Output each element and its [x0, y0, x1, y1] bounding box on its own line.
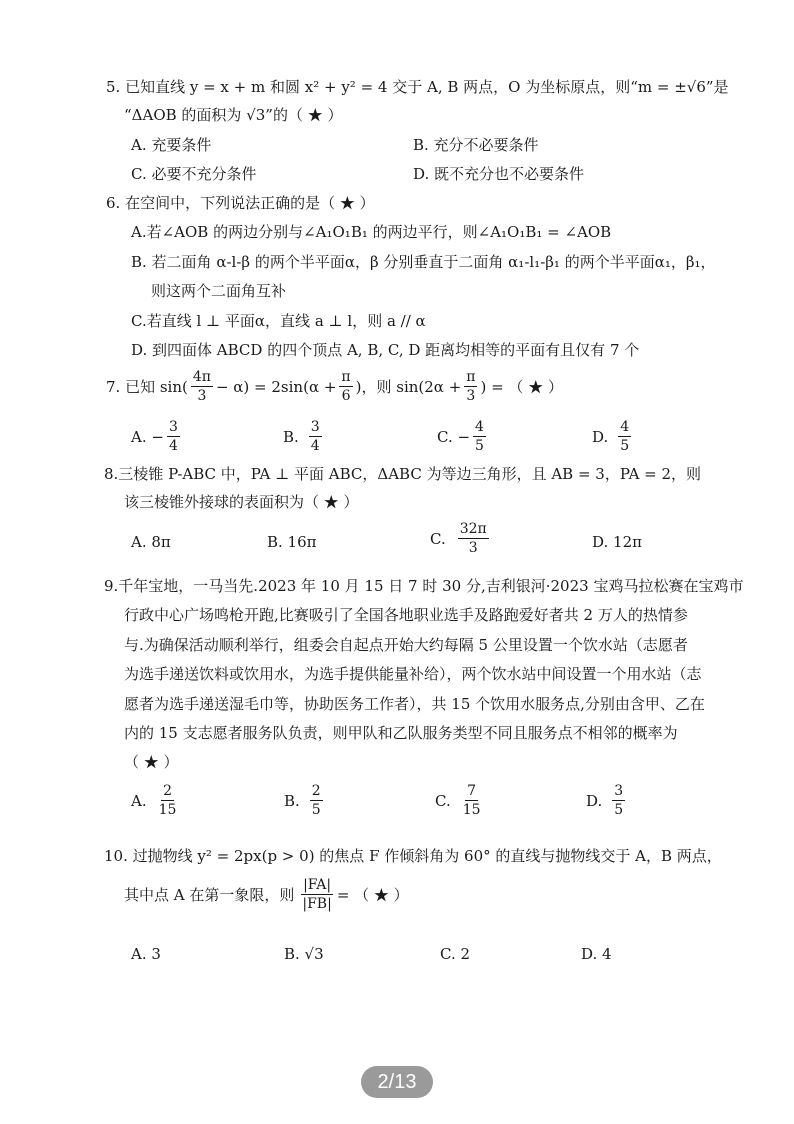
q5-stem-line1: 5. 已知直线 y = x + m 和圆 x² + y² = 4 交于 A, B 两点，O 为坐标原点，则“m = ±√6”是 [106, 78, 729, 96]
q7-option-d-numerator: 4 [620, 419, 630, 435]
q10-fraction-numerator: |FA| [303, 877, 332, 893]
q7-fraction-1 [191, 368, 213, 405]
q10-fraction [300, 876, 333, 913]
q6-option-c: C.若直线 l ⊥ 平面α，直线 a ⊥ l，则 a // α [131, 312, 426, 330]
q7-option-b-numerator: 3 [310, 419, 320, 435]
q10-stem-line2-part2: = （ ★ ） [336, 885, 409, 904]
q9-option-b [284, 782, 326, 819]
q7-option-a-denominator: 4 [168, 438, 178, 454]
q9-option-d-fraction [612, 782, 625, 819]
q7-option-a-fraction [167, 418, 180, 455]
q7-option-c-fraction [473, 418, 486, 455]
q9-option-d-label: D. [586, 791, 603, 810]
q7-fraction-1-denominator: 3 [197, 388, 207, 404]
q9-option-b-denominator: 5 [311, 802, 321, 818]
q10-stem-line1: 10. 过抛物线 y² = 2px(p > 0) 的焦点 F 作倾斜角为 60° 的直线与抛物线交于 A，B 两点， [104, 847, 722, 865]
q7-fraction-3-numerator: π [466, 369, 476, 385]
q8-option-c-numerator: 32π [459, 521, 487, 537]
q8-option-c [430, 520, 492, 557]
q7-option-c [437, 418, 489, 455]
q10-stem-line2-part1: 其中点 A 在第一象限，则 [124, 885, 295, 904]
q9-option-b-fraction [310, 782, 323, 819]
q5-option-c: C. 必要不充分条件 [131, 165, 257, 183]
q9-option-c-label: C. [435, 791, 451, 810]
q9-stem-line7: （ ★ ） [124, 753, 179, 771]
q7-option-c-denominator: 5 [475, 438, 484, 454]
q9-stem-line5: 愿者为选手递送湿毛巾等，协助医务工作者），共 15 个饮用水服务点,分别由含甲、乙在 [124, 695, 705, 713]
q5-option-d: D. 既不充分也不必要条件 [413, 165, 585, 183]
q9-option-a-numerator: 2 [163, 783, 172, 799]
q9-option-d-numerator: 3 [614, 783, 624, 799]
q9-option-b-numerator: 2 [311, 783, 321, 799]
q7-option-b-label: B. [283, 427, 299, 446]
q8-option-d: D. 12π [592, 533, 642, 551]
q9-stem-line4: 为选手递送饮料或饮用水，为选手提供能量补给），两个饮水站中间设置一个用水站（志 [124, 665, 702, 683]
q6-option-a: A.若∠AOB 的两边分别与∠A₁O₁B₁ 的两边平行，则∠A₁O₁B₁ = ∠AOB [131, 223, 612, 241]
q9-stem-line1: 9.千年宝地，一马当先.2023 年 10 月 15 日 7 时 30 分,吉利银河·2023 宝鸡马拉松赛在宝鸡市 [104, 577, 744, 595]
q7-fraction-1-numerator: 4π [192, 369, 211, 385]
q7-stem-part3: )，则 sin(2α + [355, 377, 462, 396]
q7-stem-part1: 7. 已知 sin( [106, 377, 188, 396]
q7-option-b [283, 418, 325, 455]
q9-option-b-label: B. [284, 791, 300, 810]
q7-option-d-fraction [618, 418, 631, 455]
q5-option-a: A. 充要条件 [131, 136, 212, 154]
q7-option-d [592, 418, 634, 455]
q10-stem-line2 [124, 876, 409, 913]
q9-stem-line2: 行政中心广场鸣枪开跑,比赛吸引了全国各地职业选手及路跑爱好者共 2 万人的热情参 [124, 606, 688, 624]
q8-stem-line1: 8.三棱锥 P-ABC 中，PA ⊥ 平面 ABC，ΔABC 为等边三角形，且 AB = 3，PA = 2，则 [104, 465, 702, 483]
q9-option-d [586, 782, 628, 819]
q7-option-c-label: C. − [437, 427, 471, 446]
q9-option-c-denominator: 15 [462, 802, 481, 818]
q8-option-c-denominator: 3 [468, 540, 478, 556]
q7-option-b-fraction [309, 418, 322, 455]
q9-option-d-denominator: 5 [614, 802, 624, 818]
q7-fraction-3-denominator: 3 [466, 388, 476, 404]
q9-option-c [435, 782, 486, 819]
q8-option-c-label: C. [430, 529, 446, 548]
q9-option-c-numerator: 7 [467, 783, 477, 799]
q7-stem [106, 368, 563, 405]
q7-fraction-2-numerator: π [341, 369, 351, 385]
q5-option-b: B. 充分不必要条件 [413, 136, 539, 154]
q10-option-a: A. 3 [131, 945, 161, 963]
q9-option-a-denominator: 15 [158, 802, 177, 818]
q6-option-b-line2: 则这两个二面角互补 [151, 282, 287, 300]
q5-stem-line2: “ΔAOB 的面积为 √3”的（ ★ ） [124, 106, 343, 124]
q9-stem-line3: 与.为确保活动顺利举行，组委会自起点开始大约每隔 5 公里设置一个饮水站（志愿者 [124, 636, 688, 654]
q9-option-a-fraction [157, 782, 179, 819]
q7-option-d-label: D. [592, 427, 609, 446]
q6-option-b-line1: B. 若二面角 α-l-β 的两个半平面α，β 分别垂直于二面角 α₁-l₁-β₁ 的两个半平面α₁，β₁， [131, 253, 716, 271]
q8-option-b: B. 16π [267, 533, 317, 551]
q7-option-a-numerator: 3 [168, 419, 178, 435]
q7-stem-part4: ) = （ ★ ） [480, 377, 563, 396]
q7-fraction-3 [464, 368, 477, 405]
q7-option-d-denominator: 5 [620, 438, 630, 454]
q7-fraction-2-denominator: 6 [341, 388, 351, 404]
q9-stem-line6: 内的 15 支志愿者服务队负责，则甲队和乙队服务类型不同且服务点不相邻的概率为 [124, 724, 678, 742]
q7-option-b-denominator: 4 [310, 438, 320, 454]
q6-stem: 6. 在空间中，下列说法正确的是（ ★ ） [106, 194, 375, 212]
q8-option-a: A. 8π [131, 533, 171, 551]
q10-option-b: B. √3 [284, 945, 324, 963]
q7-stem-part2: − α) = 2sin(α + [215, 377, 337, 396]
q7-option-c-numerator: 4 [475, 419, 484, 435]
q7-fraction-2 [339, 368, 352, 405]
q9-option-a [131, 782, 181, 819]
q10-option-d: D. 4 [581, 945, 612, 963]
q6-option-d: D. 到四面体 ABCD 的四个顶点 A, B, C, D 距离均相等的平面有且仅有 7 个 [131, 341, 640, 359]
page-indicator: 2/13 [361, 1066, 433, 1098]
q7-option-a-label: A. − [131, 427, 164, 446]
q9-option-c-fraction [461, 782, 483, 819]
q10-fraction-denominator: |FB| [302, 896, 332, 912]
q7-option-a [131, 418, 183, 455]
q8-stem-line2: 该三棱锥外接球的表面积为（ ★ ） [124, 493, 359, 511]
q8-option-c-fraction [458, 520, 489, 557]
q9-option-a-label: A. [131, 791, 147, 810]
q10-option-c: C. 2 [440, 945, 471, 963]
